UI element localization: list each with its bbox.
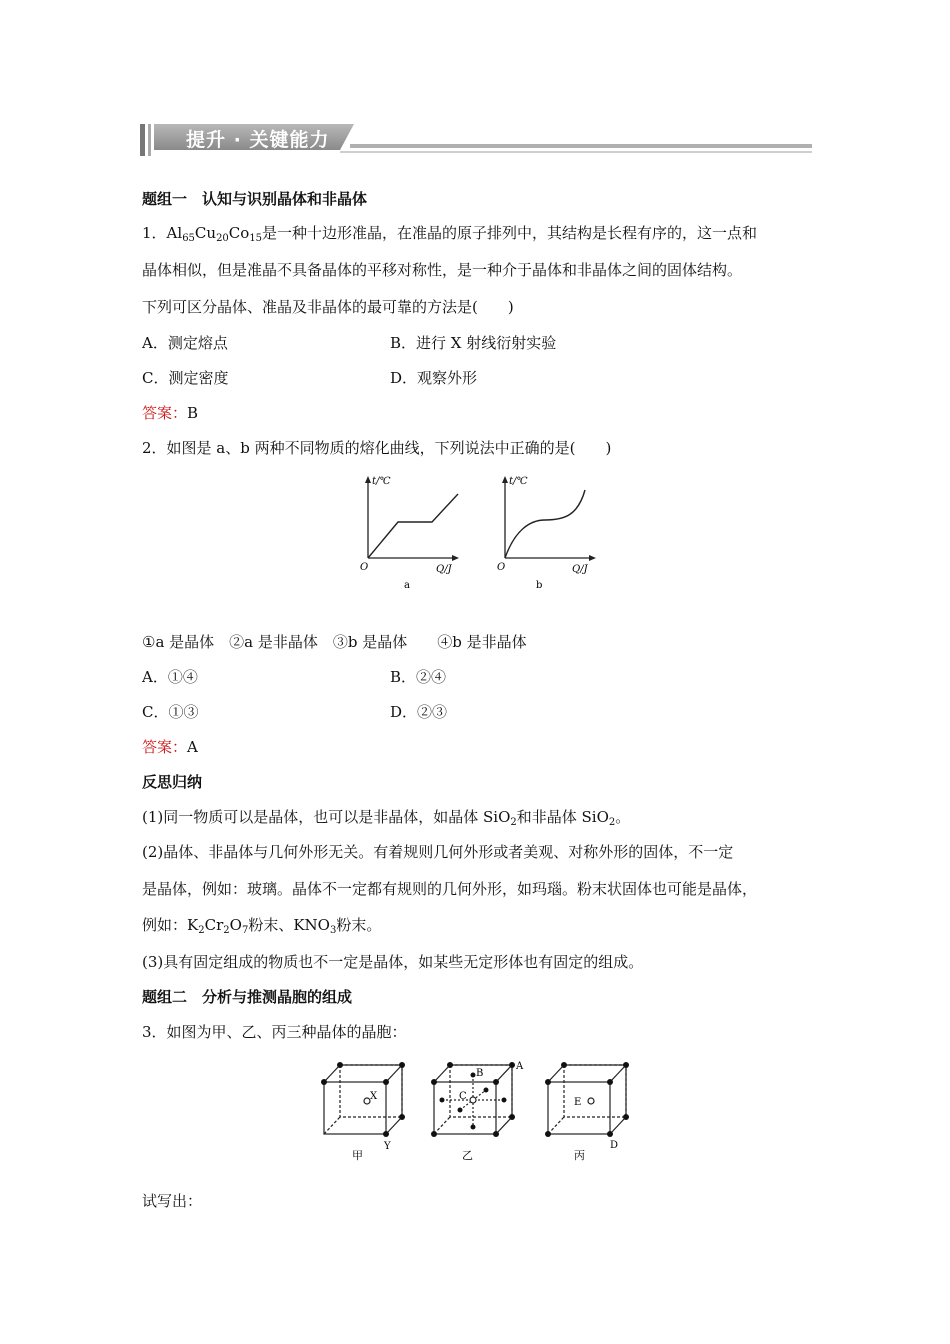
cell-bing-caption: 丙	[574, 1149, 585, 1162]
cell-bing-label-d: D	[610, 1140, 619, 1151]
graph-b-xlabel: Q/J	[572, 564, 588, 575]
graph-a-caption: a	[404, 580, 410, 591]
cell-jia-label-x: X	[370, 1091, 378, 1102]
q1-option-c: C．测定密度	[142, 369, 229, 387]
cell-yi-label-a: A	[516, 1061, 524, 1072]
q3-text: 3．如图为甲、乙、丙三种晶体的晶胞：	[142, 1023, 407, 1041]
reflection-p2-line2: 是晶体，例如：玻璃。晶体不一定都有规则的几何外形，如玛瑙。粉末状固体也可能是晶体，	[142, 880, 758, 898]
q3-prompt: 试写出：	[142, 1192, 203, 1210]
graph-a-origin: O	[360, 562, 369, 573]
graph-b-origin: O	[497, 562, 506, 573]
q2-option-a: A．①④	[142, 668, 198, 686]
answer-value: B	[187, 404, 199, 422]
reflection-p1: (1)同一物质可以是晶体，也可以是非晶体，如晶体 SiO$_2$和非晶体 SiO$_2$。	[142, 808, 631, 828]
curve-a	[368, 494, 458, 558]
q1-line2: 晶体相似，但是准晶不具备晶体的平移对称性，是一种介于晶体和非晶体之间的固体结构。	[142, 261, 743, 279]
graph-b-caption: b	[536, 580, 543, 591]
q1-answer	[142, 402, 198, 423]
reflection-p2-line1: (2)晶体、非晶体与几何外形无关。有着规则几何外形或者美观、对称外形的固体，不一定	[142, 843, 734, 861]
banner-bar	[140, 124, 145, 156]
reflection-p3: (3)具有固定组成的物质也不一定是晶体，如某些无定形体也有固定的组成。	[142, 953, 644, 971]
cell-jia-label-y: Y	[384, 1141, 391, 1152]
answer-label: 答案：	[142, 738, 188, 756]
q1-line3: 下列可区分晶体、准晶及非晶体的最可靠的方法是( )	[142, 298, 514, 316]
group2-heading: 题组二 分析与推测晶胞的组成	[142, 988, 353, 1006]
q2-option-b: B．②④	[390, 668, 447, 686]
banner-rule	[350, 144, 812, 148]
q1-line1	[142, 222, 757, 244]
unit-cell-jia	[324, 1065, 402, 1134]
q2-text: 2．如图是 a、b 两种不同物质的熔化曲线，下列说法中正确的是( )	[142, 439, 612, 457]
curve-b	[505, 490, 585, 558]
unit-cells-figure	[310, 1055, 640, 1165]
q1-option-b: B．进行 X 射线衍射实验	[390, 334, 557, 352]
cell-yi-label-b: B	[476, 1068, 484, 1079]
section-banner	[140, 124, 812, 156]
answer-value: A	[187, 738, 198, 756]
q1-number: 1．	[142, 224, 167, 242]
cell-jia-caption: 甲	[352, 1149, 363, 1162]
q1-formula: $Al_{65}Cu_{20}Co_{15}$	[166, 224, 263, 244]
q1-text: 是一种十边形准晶，在准晶的原子排列中，其结构是长程有序的，这一点和	[262, 224, 758, 242]
graph-a-ylabel: t/℃	[372, 476, 391, 487]
banner-rule	[340, 151, 812, 153]
graph-b-ylabel: t/℃	[509, 476, 528, 487]
melting-curves-figure	[350, 470, 600, 595]
banner-bar	[148, 124, 151, 156]
q2-answer	[142, 736, 198, 757]
group1-heading: 题组一 认知与识别晶体和非晶体	[142, 190, 368, 208]
cell-yi-caption: 乙	[462, 1149, 473, 1162]
q1-option-a: A．测定熔点	[142, 334, 228, 352]
q2-option-d: D．②③	[390, 703, 448, 721]
reflection-heading: 反思归纳	[142, 773, 203, 791]
banner-title: 提升 · 关键能力	[186, 129, 330, 151]
cell-yi-label-c: C	[459, 1091, 467, 1102]
reflection-p2-line3: 例如：$K_2Cr_2O_7$粉末、$KNO_3$粉末。	[142, 916, 382, 936]
q2-option-c: C．①③	[142, 703, 199, 721]
answer-label: 答案：	[142, 404, 188, 422]
q2-statements: ①a 是晶体 ②a 是非晶体 ③b 是晶体 ④b 是非晶体	[142, 633, 527, 651]
q1-option-d: D．观察外形	[390, 369, 478, 387]
graph-a-xlabel: Q/J	[436, 564, 452, 575]
graph-a	[360, 476, 459, 591]
unit-cell-bing	[548, 1065, 626, 1134]
graph-b	[497, 476, 596, 591]
cell-bing-label-e: E	[574, 1097, 582, 1108]
